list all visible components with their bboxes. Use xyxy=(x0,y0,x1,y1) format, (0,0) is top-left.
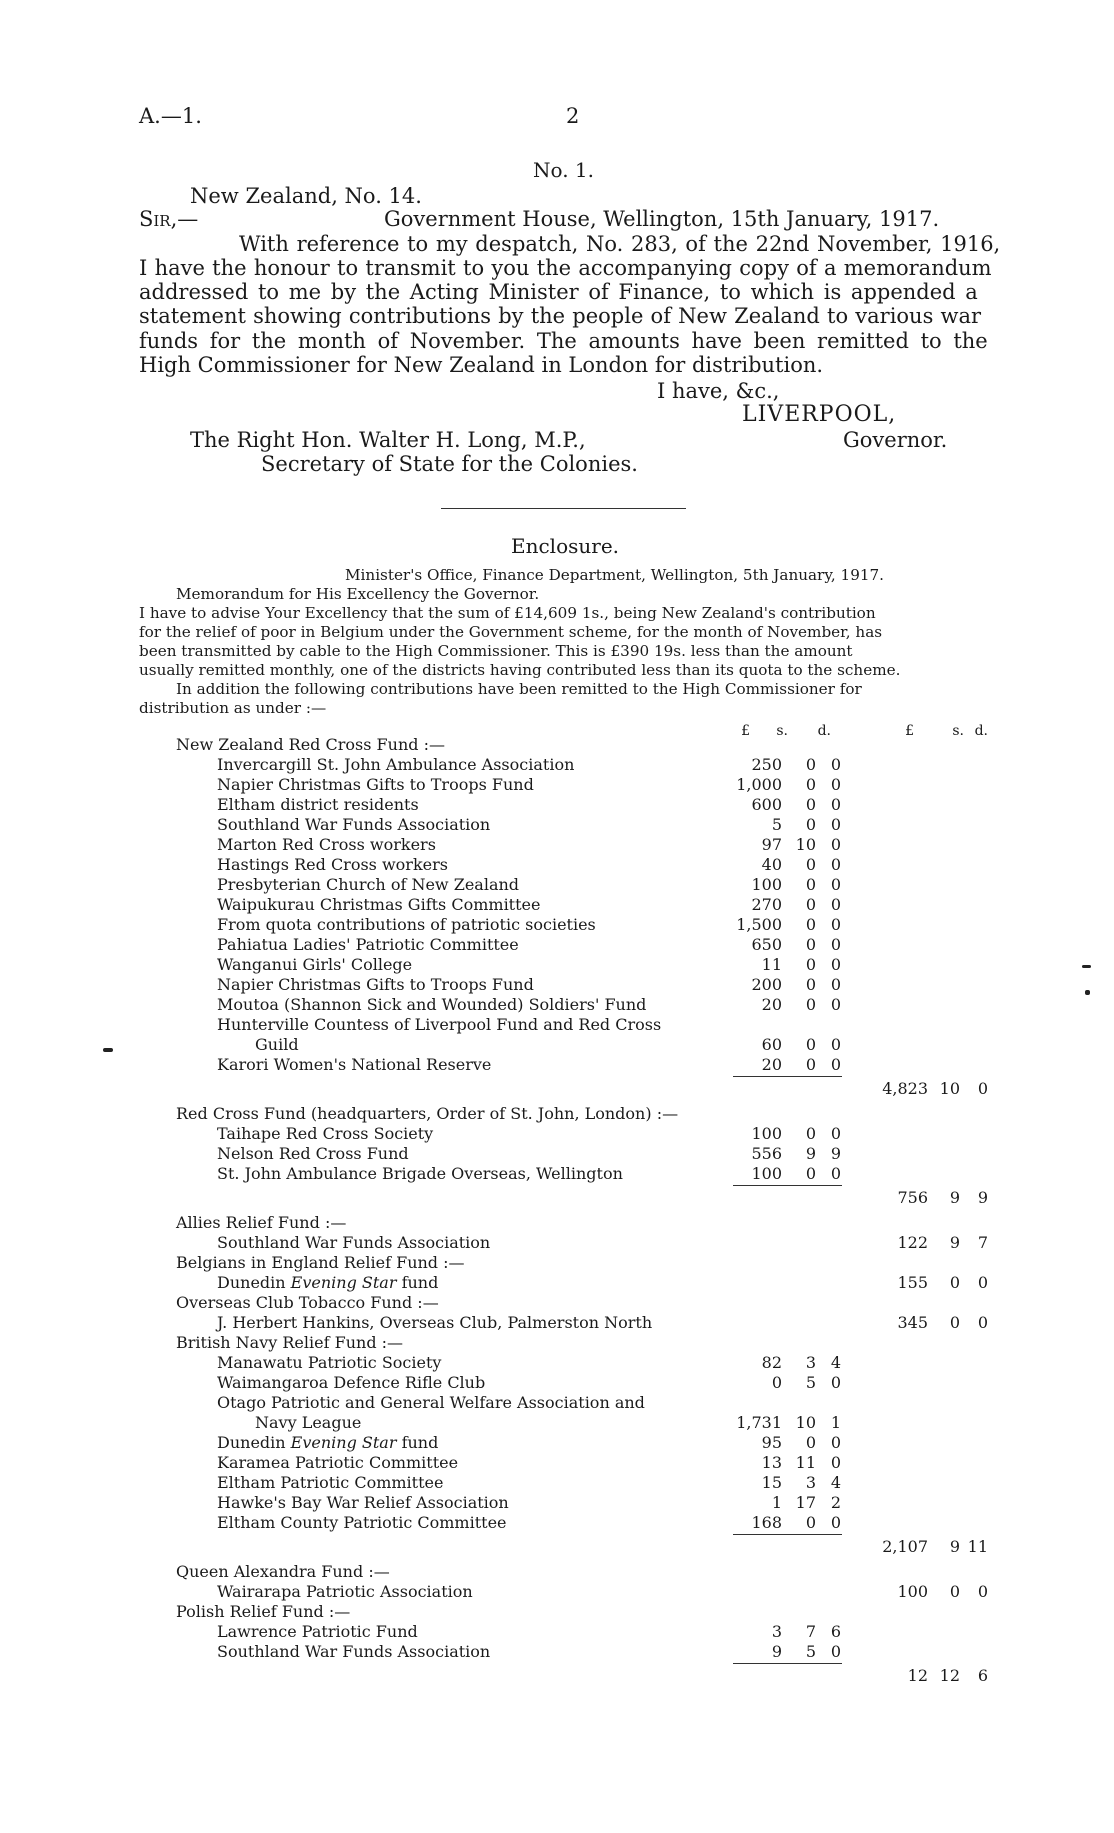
fund-total-pounds: 756 xyxy=(897,1188,928,1207)
item-amount-pence: 0 xyxy=(830,1124,841,1143)
item-amount-pounds: 13 xyxy=(761,1453,782,1472)
fund-total-shillings: 0 xyxy=(949,1313,960,1332)
item-amount-pounds: 20 xyxy=(761,995,782,1014)
fund-total-shillings: 0 xyxy=(949,1273,960,1292)
item-amount-pence: 2 xyxy=(830,1493,841,1512)
scan-speck xyxy=(1082,965,1091,968)
para-line: been transmitted by cable to the High Commissioner. This is £390 19s. less than the amount xyxy=(139,642,853,660)
item-amount-pounds: 20 xyxy=(761,1055,782,1074)
item-amount-pounds: 168 xyxy=(751,1513,782,1532)
body-line: High Commissioner for New Zealand in London for distribution. xyxy=(139,353,824,377)
item-label: Nelson Red Cross Fund xyxy=(217,1144,409,1163)
col-header-pounds-2: £ xyxy=(905,723,914,739)
fund-total-shillings: 12 xyxy=(939,1666,960,1685)
para-line: In addition the following contributions have been remitted to the High Commissioner for xyxy=(176,680,862,698)
item-amount-pounds: 0 xyxy=(771,1373,782,1392)
body-line: statement showing contributions by the people of New Zealand to various war xyxy=(139,304,982,328)
fund-total-pence: 0 xyxy=(977,1079,988,1098)
item-label: Waimangaroa Defence Rifle Club xyxy=(217,1373,486,1392)
office-line: Minister's Office, Finance Department, Wellington, 5th January, 1917. xyxy=(345,566,885,584)
item-amount-pence: 0 xyxy=(830,1453,841,1472)
item-label: Waipukurau Christmas Gifts Committee xyxy=(217,895,541,914)
item-amount-pence: 0 xyxy=(830,975,841,994)
item-amount-pounds: 11 xyxy=(761,955,782,974)
memo-for: Memorandum for His Excellency the Governor. xyxy=(176,585,540,603)
item-amount-pounds: 650 xyxy=(751,935,782,954)
item-amount-shillings: 0 xyxy=(805,955,816,974)
item-label: Napier Christmas Gifts to Troops Fund xyxy=(217,775,534,794)
fund-total-shillings: 9 xyxy=(949,1188,960,1207)
item-label: St. John Ambulance Brigade Overseas, Wellington xyxy=(217,1164,623,1183)
item-amount-shillings: 0 xyxy=(805,915,816,934)
fund-total-pounds: 12 xyxy=(907,1666,928,1685)
item-label: Southland War Funds Association xyxy=(217,1642,491,1661)
fund-total-pence: 0 xyxy=(977,1582,988,1601)
item-label: Moutoa (Shannon Sick and Wounded) Soldiers' Fund xyxy=(217,995,647,1014)
item-amount-pence: 0 xyxy=(830,1642,841,1661)
fund-total-pence: 7 xyxy=(977,1233,988,1252)
item-amount-pounds: 9 xyxy=(771,1642,782,1661)
item-amount-pence: 0 xyxy=(830,915,841,934)
body-line: addressed to me by the Acting Minister of Finance, to which is appended a xyxy=(139,280,978,304)
subtotal-rule xyxy=(733,1185,842,1186)
item-amount-shillings: 0 xyxy=(805,935,816,954)
item-label: Wairarapa Patriotic Association xyxy=(217,1582,473,1601)
label-part: Dunedin xyxy=(217,1433,291,1452)
para-line: distribution as under :— xyxy=(139,699,327,717)
newspaper-title: Evening Star xyxy=(290,1433,397,1452)
item-amount-pence: 0 xyxy=(830,755,841,774)
fund-total-shillings: 10 xyxy=(939,1079,960,1098)
item-amount-pence: 0 xyxy=(830,935,841,954)
scan-speck xyxy=(103,1048,113,1052)
item-amount-pence: 0 xyxy=(830,1055,841,1074)
item-amount-shillings: 0 xyxy=(805,875,816,894)
item-amount-pounds: 1 xyxy=(771,1493,782,1512)
item-amount-pence: 9 xyxy=(830,1144,841,1163)
item-amount-pence: 0 xyxy=(830,1433,841,1452)
signature: LIVERPOOL, xyxy=(742,402,897,427)
item-amount-pounds: 556 xyxy=(751,1144,782,1163)
divider xyxy=(441,508,686,509)
item-label: Navy League xyxy=(255,1413,362,1432)
body-line: funds for the month of November. The amounts have been remitted to the xyxy=(139,329,988,353)
fund-total-pence: 0 xyxy=(977,1273,988,1292)
fund-heading: British Navy Relief Fund :— xyxy=(176,1333,404,1352)
despatch-origin: New Zealand, No. 14. xyxy=(190,184,422,208)
item-amount-shillings: 0 xyxy=(805,755,816,774)
item-amount-pounds: 5 xyxy=(771,815,782,834)
fund-heading: Queen Alexandra Fund :— xyxy=(176,1562,390,1581)
body-line: With reference to my despatch, No. 283, of the 22nd November, 1916, xyxy=(239,232,1001,256)
item-amount-shillings: 0 xyxy=(805,975,816,994)
signature-title: Governor. xyxy=(843,428,948,452)
addressee-line-1: The Right Hon. Walter H. Long, M.P., xyxy=(190,428,586,452)
item-label: Napier Christmas Gifts to Troops Fund xyxy=(217,975,534,994)
item-amount-pounds: 40 xyxy=(761,855,782,874)
fund-heading: Polish Relief Fund :— xyxy=(176,1602,351,1621)
item-amount-pence: 6 xyxy=(830,1622,841,1641)
fund-total-pounds: 155 xyxy=(897,1273,928,1292)
col-header-pence-2: d. xyxy=(974,723,988,739)
item-label: Otago Patriotic and General Welfare Association and xyxy=(217,1393,645,1412)
item-amount-pounds: 82 xyxy=(761,1353,782,1372)
fund-heading: Belgians in England Relief Fund :— xyxy=(176,1253,465,1272)
item-amount-pence: 4 xyxy=(830,1473,841,1492)
item-label: Invercargill St. John Ambulance Association xyxy=(217,755,575,774)
item-amount-pounds: 1,500 xyxy=(736,915,782,934)
label-part: fund xyxy=(396,1433,439,1452)
item-amount-pounds: 1,731 xyxy=(736,1413,782,1432)
col-header-shillings-1: s. xyxy=(776,723,788,739)
item-amount-shillings: 0 xyxy=(805,1055,816,1074)
para-line: for the relief of poor in Belgium under the Government scheme, for the month of November, has xyxy=(139,623,883,641)
item-amount-shillings: 0 xyxy=(805,1513,816,1532)
item-label: Taihape Red Cross Society xyxy=(217,1124,434,1143)
item-label: Wanganui Girls' College xyxy=(217,955,413,974)
item-label: J. Herbert Hankins, Overseas Club, Palmerston North xyxy=(217,1313,653,1332)
item-amount-pence: 4 xyxy=(830,1353,841,1372)
item-label: Hastings Red Cross workers xyxy=(217,855,448,874)
fund-total-pounds: 4,823 xyxy=(882,1079,928,1098)
para-line: usually remitted monthly, one of the districts having contributed less than its quota to the scheme. xyxy=(139,661,901,679)
fund-heading: Red Cross Fund (headquarters, Order of St. John, London) :— xyxy=(176,1104,679,1123)
item-amount-pence: 0 xyxy=(830,795,841,814)
item-amount-pence: 0 xyxy=(830,835,841,854)
item-label: Pahiatua Ladies' Patriotic Committee xyxy=(217,935,519,954)
item-amount-shillings: 7 xyxy=(805,1622,816,1641)
fund-total-pence: 6 xyxy=(977,1666,988,1685)
item-amount-pence: 1 xyxy=(830,1413,841,1432)
fund-total-shillings: 9 xyxy=(949,1233,960,1252)
despatch-number: No. 1. xyxy=(533,158,594,182)
item-amount-pence: 0 xyxy=(830,955,841,974)
item-amount-pence: 0 xyxy=(830,875,841,894)
item-amount-pence: 0 xyxy=(830,815,841,834)
subtotal-rule xyxy=(733,1534,842,1535)
item-amount-shillings: 0 xyxy=(805,995,816,1014)
item-label xyxy=(217,1433,438,1452)
item-label: Hunterville Countess of Liverpool Fund and Red Cross xyxy=(217,1015,662,1034)
item-amount-pounds: 60 xyxy=(761,1035,782,1054)
item-amount-pence: 0 xyxy=(830,855,841,874)
item-amount-pounds: 97 xyxy=(761,835,782,854)
item-amount-shillings: 0 xyxy=(805,895,816,914)
para-line: I have to advise Your Excellency that the sum of £14,609 1s., being New Zealand's contribution xyxy=(139,604,876,622)
item-label: Karori Women's National Reserve xyxy=(217,1055,492,1074)
item-label: Manawatu Patriotic Society xyxy=(217,1353,442,1372)
item-amount-shillings: 5 xyxy=(805,1373,816,1392)
item-amount-pounds: 3 xyxy=(771,1622,782,1641)
item-amount-pounds: 200 xyxy=(751,975,782,994)
item-label: Hawke's Bay War Relief Association xyxy=(217,1493,509,1512)
fund-heading: New Zealand Red Cross Fund :— xyxy=(176,735,445,754)
item-amount-pence: 0 xyxy=(830,895,841,914)
item-amount-shillings: 0 xyxy=(805,1164,816,1183)
item-label: Marton Red Cross workers xyxy=(217,835,436,854)
item-amount-shillings: 0 xyxy=(805,1433,816,1452)
item-label: Eltham Patriotic Committee xyxy=(217,1473,444,1492)
fund-total-pounds: 2,107 xyxy=(882,1537,928,1556)
salutation: Sir,— xyxy=(139,207,199,231)
closing: I have, &c., xyxy=(657,379,780,403)
item-amount-shillings: 10 xyxy=(795,835,816,854)
item-amount-pence: 0 xyxy=(830,1513,841,1532)
item-label: Presbyterian Church of New Zealand xyxy=(217,875,520,894)
item-label: Southland War Funds Association xyxy=(217,815,491,834)
body-line: I have the honour to transmit to you the accompanying copy of a memorandum xyxy=(139,256,992,280)
item-amount-pounds: 600 xyxy=(751,795,782,814)
label-part: fund xyxy=(396,1273,439,1292)
item-label: Guild xyxy=(255,1035,299,1054)
col-header-pounds-1: £ xyxy=(741,723,750,739)
page-number: 2 xyxy=(566,104,580,128)
item-amount-shillings: 10 xyxy=(795,1413,816,1432)
place-date: Government House, Wellington, 15th January, 1917. xyxy=(384,207,940,231)
item-amount-shillings: 0 xyxy=(805,1035,816,1054)
item-amount-pence: 0 xyxy=(830,995,841,1014)
item-label: Eltham district residents xyxy=(217,795,419,814)
enclosure-title: Enclosure. xyxy=(511,534,620,558)
fund-total-pounds: 122 xyxy=(897,1233,928,1252)
item-amount-shillings: 5 xyxy=(805,1642,816,1661)
item-amount-shillings: 0 xyxy=(805,855,816,874)
item-amount-shillings: 17 xyxy=(795,1493,816,1512)
item-amount-shillings: 0 xyxy=(805,795,816,814)
fund-total-pence: 0 xyxy=(977,1313,988,1332)
fund-heading: Allies Relief Fund :— xyxy=(176,1213,347,1232)
item-amount-shillings: 0 xyxy=(805,815,816,834)
item-amount-shillings: 9 xyxy=(805,1144,816,1163)
item-amount-pence: 0 xyxy=(830,775,841,794)
page-reference: A.—1. xyxy=(139,104,202,128)
item-label: Lawrence Patriotic Fund xyxy=(217,1622,418,1641)
scan-speck xyxy=(1085,990,1090,995)
item-amount-pounds: 270 xyxy=(751,895,782,914)
item-label: Karamea Patriotic Committee xyxy=(217,1453,459,1472)
fund-total-pounds: 100 xyxy=(897,1582,928,1601)
fund-total-shillings: 0 xyxy=(949,1582,960,1601)
item-label: From quota contributions of patriotic societies xyxy=(217,915,596,934)
item-amount-pounds: 250 xyxy=(751,755,782,774)
item-label: Southland War Funds Association xyxy=(217,1233,491,1252)
label-part: Dunedin xyxy=(217,1273,291,1292)
item-amount-pounds: 100 xyxy=(751,1164,782,1183)
item-amount-pounds: 15 xyxy=(761,1473,782,1492)
fund-total-shillings: 9 xyxy=(949,1537,960,1556)
fund-total-pounds: 345 xyxy=(897,1313,928,1332)
subtotal-rule xyxy=(733,1663,842,1664)
item-amount-pence: 0 xyxy=(830,1164,841,1183)
col-header-shillings-2: s. xyxy=(952,723,964,739)
col-header-pence-1: d. xyxy=(817,723,831,739)
item-label: Eltham County Patriotic Committee xyxy=(217,1513,507,1532)
fund-total-pence: 11 xyxy=(967,1537,988,1556)
item-amount-pence: 0 xyxy=(830,1035,841,1054)
item-amount-shillings: 3 xyxy=(805,1473,816,1492)
item-amount-pence: 0 xyxy=(830,1373,841,1392)
item-amount-shillings: 0 xyxy=(805,775,816,794)
item-amount-pounds: 100 xyxy=(751,1124,782,1143)
newspaper-title: Evening Star xyxy=(290,1273,397,1292)
item-amount-pounds: 95 xyxy=(761,1433,782,1452)
fund-heading: Overseas Club Tobacco Fund :— xyxy=(176,1293,439,1312)
fund-total-pence: 9 xyxy=(977,1188,988,1207)
item-amount-pounds: 1,000 xyxy=(736,775,782,794)
item-amount-shillings: 0 xyxy=(805,1124,816,1143)
item-amount-shillings: 3 xyxy=(805,1353,816,1372)
item-amount-shillings: 11 xyxy=(795,1453,816,1472)
addressee-line-2: Secretary of State for the Colonies. xyxy=(261,452,638,476)
subtotal-rule xyxy=(733,1076,842,1077)
item-amount-pounds: 100 xyxy=(751,875,782,894)
item-label xyxy=(217,1273,438,1292)
